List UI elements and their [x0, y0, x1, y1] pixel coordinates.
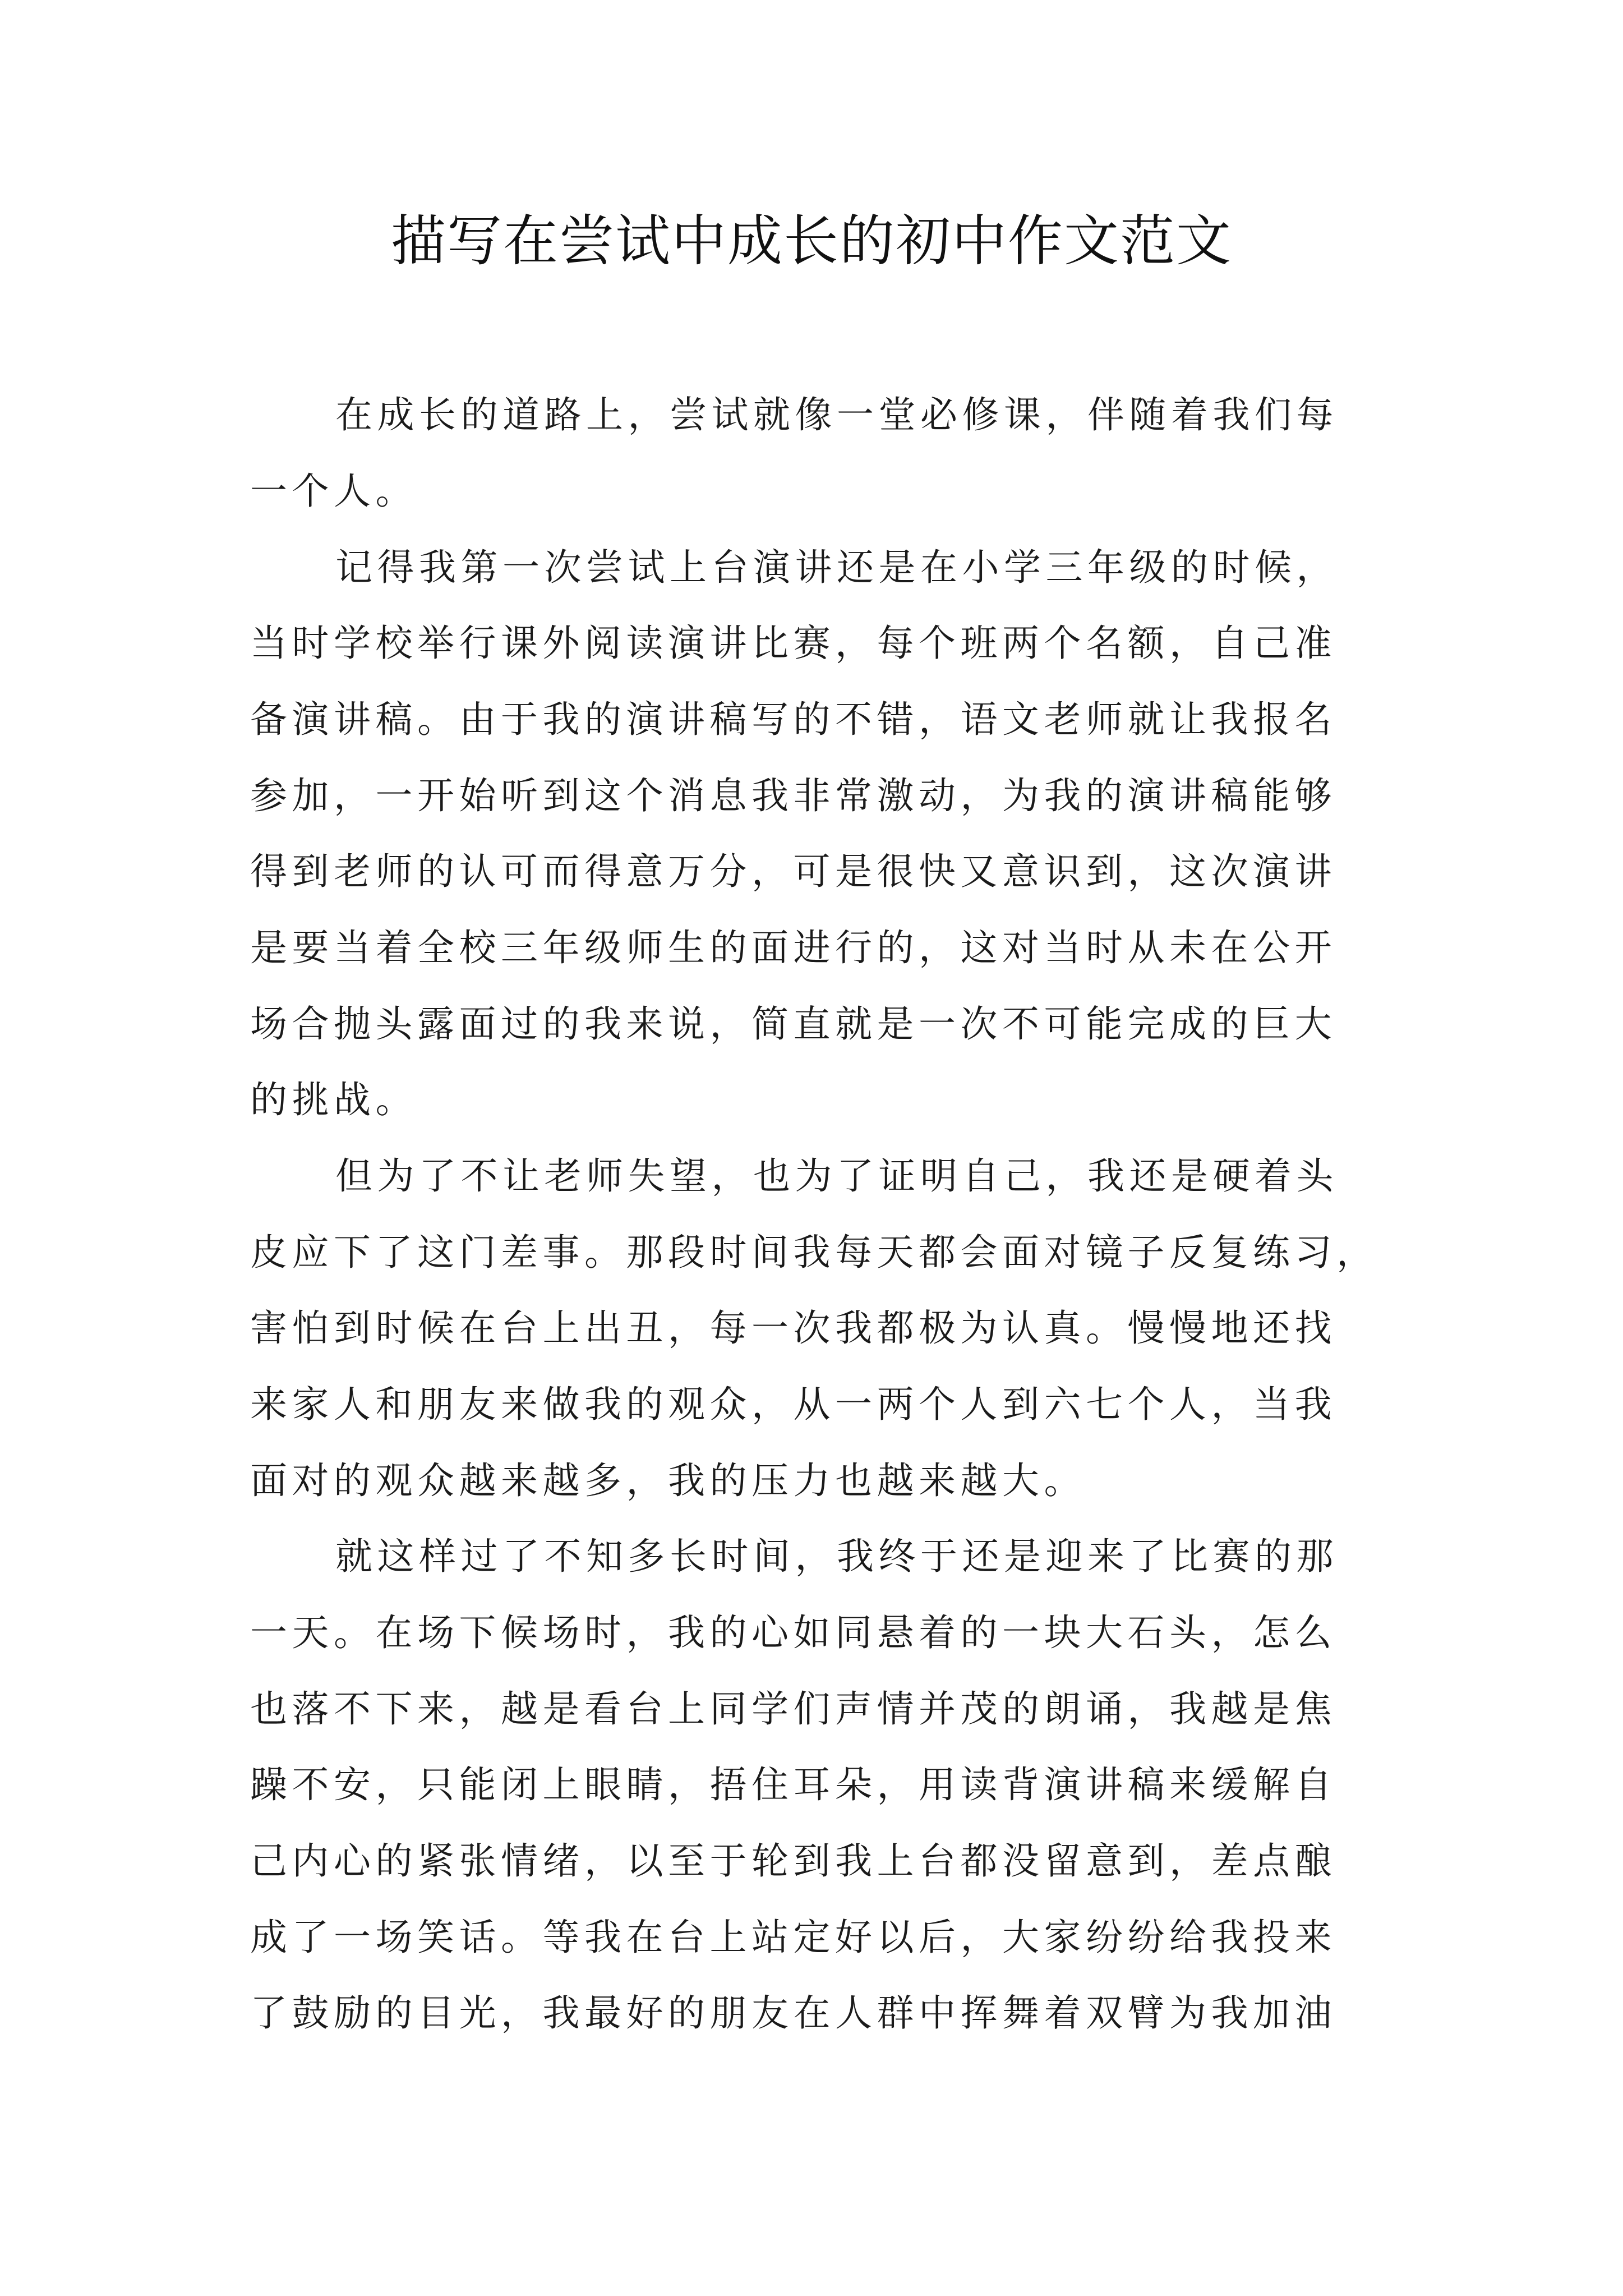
paragraph-4-line-1: 就这样过了不知多长时间，我终于还是迎来了比赛的那	[335, 1535, 1338, 1578]
paragraph-1-line-1: 在成长的道路上，尝试就像一堂必修课，伴随着我们每	[335, 393, 1338, 436]
paragraph-3-line-2: 皮应下了这门差事。那段时间我每天都会面对镜子反复练习，	[250, 1231, 1378, 1274]
paragraph-2-line-5: 得到老师的认可而得意万分，可是很快又意识到，这次演讲	[250, 850, 1336, 893]
document-title: 描写在尝试中成长的初中作文范文	[390, 209, 1232, 273]
paragraph-4-line-4: 躁不安，只能闭上眼睛，捂住耳朵，用读背演讲稿来缓解自	[250, 1763, 1336, 1806]
paragraph-3-line-5: 面对的观众越来越多，我的压力也越来越大。	[250, 1459, 1086, 1502]
paragraph-2-line-7: 场合抛头露面过的我来说，简直就是一次不可能完成的巨大	[250, 1002, 1336, 1046]
paragraph-2-line-3: 备演讲稿。由于我的演讲稿写的不错，语文老师就让我报名	[250, 698, 1336, 741]
paragraph-4-line-5: 己内心的紧张情绪，以至于轮到我上台都没留意到，差点酿	[250, 1839, 1336, 1883]
paragraph-2-line-4: 参加，一开始听到这个消息我非常激动，为我的演讲稿能够	[250, 774, 1336, 817]
paragraph-2-line-2: 当时学校举行课外阅读演讲比赛，每个班两个名额，自己准	[250, 622, 1336, 665]
paragraph-4-line-3: 也落不下来，越是看台上同学们声情并茂的朗诵，我越是焦	[250, 1687, 1336, 1731]
paragraph-3-line-3: 害怕到时候在台上出丑，每一次我都极为认真。慢慢地还找	[250, 1306, 1336, 1350]
paragraph-4-line-2: 一天。在场下候场时，我的心如同悬着的一块大石头，怎么	[250, 1611, 1336, 1654]
paragraph-2-line-1: 记得我第一次尝试上台演讲还是在小学三年级的时候，	[335, 546, 1338, 589]
paragraph-3-line-4: 来家人和朋友来做我的观众，从一两个人到六七个人，当我	[250, 1383, 1336, 1426]
paragraph-4-line-6: 成了一场笑话。等我在台上站定好以后，大家纷纷给我投来	[250, 1916, 1336, 1959]
paragraph-4-line-7: 了鼓励的目光，我最好的朋友在人群中挥舞着双臂为我加油	[250, 1991, 1336, 2035]
paragraph-2-line-8: 的挑战。	[250, 1078, 417, 1121]
paragraph-3-line-1: 但为了不让老师失望，也为了证明自己，我还是硬着头	[335, 1154, 1338, 1198]
paragraph-1-line-2: 一个人。	[250, 470, 417, 513]
paragraph-2-line-6: 是要当着全校三年级师生的面进行的，这对当时从未在公开	[250, 926, 1336, 969]
